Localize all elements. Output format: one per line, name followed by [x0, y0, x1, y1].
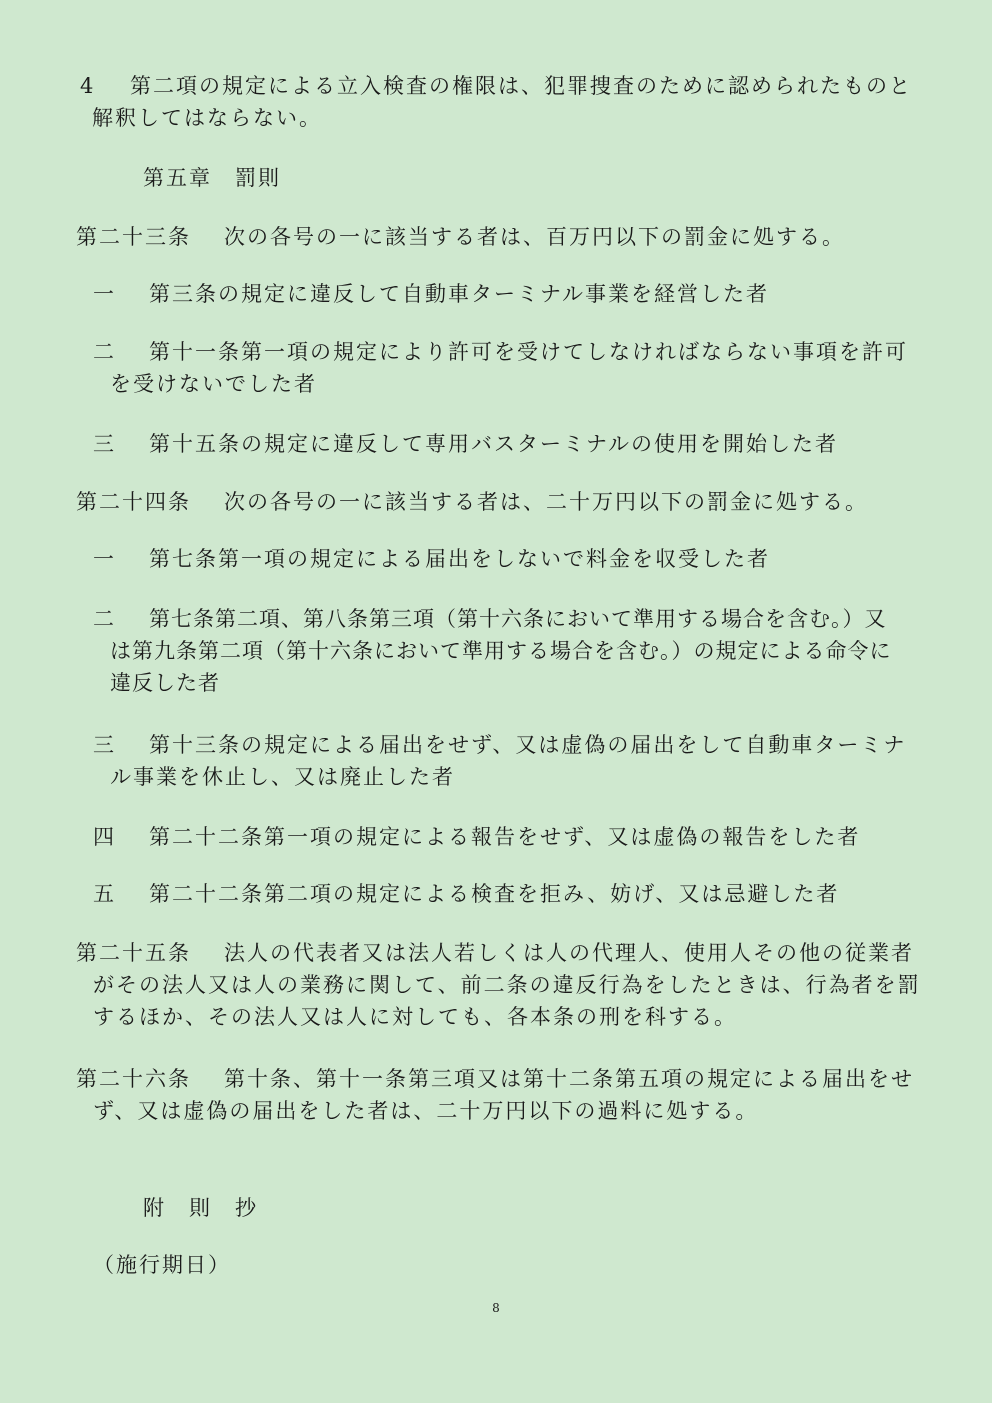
article-25	[76, 937, 921, 1033]
paragraph-4-line-1: 4 第二項の規定による立入検査の権限は、犯罪捜査のために認められたものと	[80, 70, 912, 102]
item-text: 第十三条の規定による届出をせず、又は虚偽の届出をして自動車ターミナ	[149, 733, 907, 757]
item-number: 一	[93, 282, 116, 306]
article-23	[76, 221, 845, 253]
article-25-text-continued: するほか、その法人又は人に対しても、各本条の刑を科する。	[93, 1005, 737, 1029]
section-caption: （施行期日）	[93, 1253, 231, 1277]
paragraph-4-line-2: 解釈してはならない。	[92, 106, 322, 130]
paragraph-number: 4	[80, 74, 96, 98]
article-25-text-continued: がその法人又は人の業務に関して、前二条の違反行為をしたときは、行為者を罰	[93, 973, 921, 997]
article-26	[76, 1063, 914, 1127]
item-text-continued: は第九条第二項（第十六条において準用する場合を含む。）の規定による命令に	[110, 639, 892, 663]
item-text: 第十一条第一項の規定により許可を受けてしなければならない事項を許可	[149, 340, 908, 364]
article-23-text: 次の各号の一に該当する者は、百万円以下の罰金に処する。	[224, 225, 845, 249]
article-26-text-continued: ず、又は虚偽の届出をした者は、二十万円以下の過料に処する。	[93, 1099, 759, 1123]
article-24-label: 第二十四条	[76, 490, 191, 514]
article-23-label: 第二十三条	[76, 225, 191, 249]
item-number: 一	[93, 547, 116, 571]
article-26-label: 第二十六条	[76, 1067, 191, 1091]
item-number: 四	[93, 825, 116, 849]
item-number: 三	[93, 733, 116, 757]
article-23-item-3	[93, 428, 838, 460]
item-text-continued: ル事業を休止し、又は廃止した者	[110, 765, 455, 789]
supplementary-heading: 附 則 抄	[143, 1196, 258, 1220]
item-text: 第三条の規定に違反して自動車ターミナル事業を経営した者	[149, 282, 769, 306]
article-24-item-2	[93, 603, 892, 699]
item-text-continued: 違反した者	[110, 671, 220, 695]
article-23-item-1	[93, 278, 769, 310]
page-number: 8	[492, 1301, 500, 1315]
item-text: 第七条第二項、第八条第三項（第十六条において準用する場合を含む。）又	[149, 607, 887, 631]
article-24-item-3	[93, 729, 906, 793]
article-24-item-1	[93, 543, 770, 575]
item-text: 第七条第一項の規定による届出をしないで料金を収受した者	[149, 547, 770, 571]
paragraph-4	[80, 70, 912, 134]
chapter-heading: 第五章 罰則	[143, 166, 281, 190]
item-text: 第二十二条第二項の規定による検査を拒み、妨げ、又は忌避した者	[149, 882, 840, 906]
item-number: 二	[93, 607, 115, 631]
article-24-item-5	[93, 878, 839, 910]
item-text: 第十五条の規定に違反して専用バスターミナルの使用を開始した者	[149, 432, 838, 456]
article-26-text: 第十条、第十一条第三項又は第十二条第五項の規定による届出をせ	[224, 1067, 914, 1091]
article-24-text: 次の各号の一に該当する者は、二十万円以下の罰金に処する。	[224, 490, 868, 514]
article-25-text: 法人の代表者又は法人若しくは人の代理人、使用人その他の従業者	[224, 941, 914, 965]
article-24-item-4	[93, 821, 860, 853]
article-23-item-2	[93, 336, 908, 400]
item-text-continued: を受けないでした者	[110, 372, 317, 396]
item-number: 二	[93, 340, 116, 364]
article-25-label: 第二十五条	[76, 941, 191, 965]
item-number: 五	[93, 882, 116, 906]
item-number: 三	[93, 432, 116, 456]
article-24	[76, 486, 868, 518]
item-text: 第二十二条第一項の規定による報告をせず、又は虚偽の報告をした者	[149, 825, 861, 849]
